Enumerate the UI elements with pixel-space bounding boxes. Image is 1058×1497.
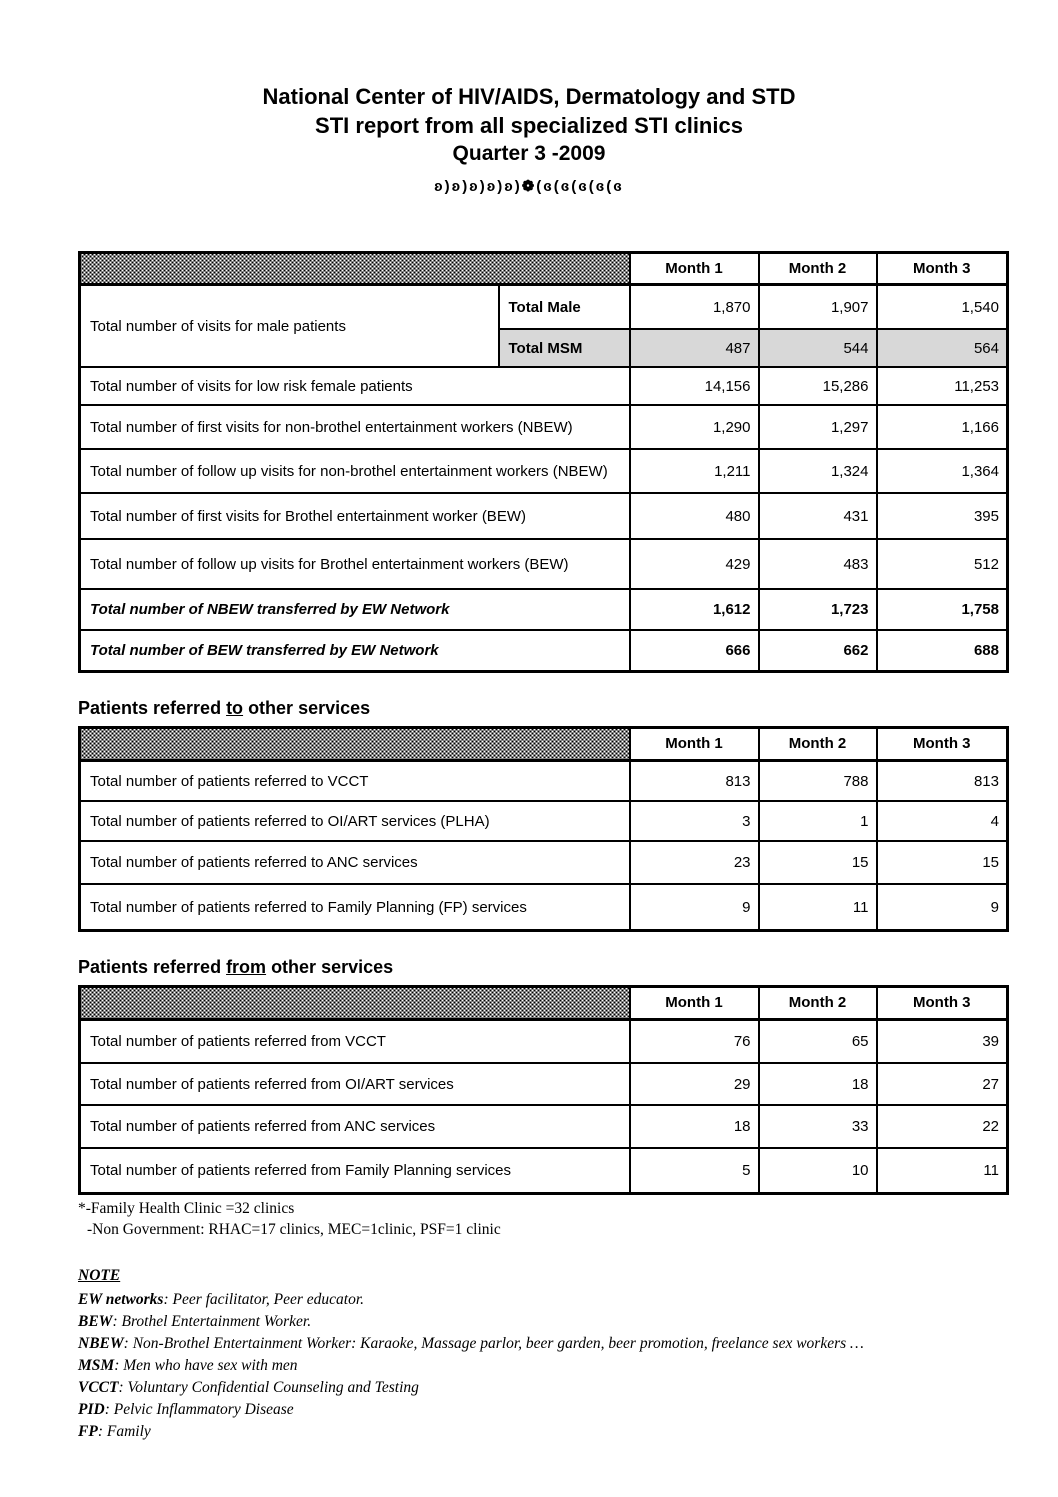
table-row <box>80 1105 1008 1148</box>
note-term: BEW <box>78 1312 113 1330</box>
cell-value: 3 <box>630 801 759 841</box>
report-header <box>0 0 1058 195</box>
cell-value: 813 <box>630 760 759 801</box>
row-label: Total number of patients referred from Family Planning services <box>80 1148 630 1193</box>
visits-table <box>78 251 1009 673</box>
row-label: Total number of BEW transferred by EW Network <box>80 630 630 671</box>
cell-value: 487 <box>630 329 759 367</box>
report-body <box>78 251 1006 1443</box>
cell-value: 813 <box>877 760 1008 801</box>
cell-value: 11 <box>759 884 877 930</box>
cell-value: 688 <box>877 630 1008 671</box>
note-term: MSM <box>78 1356 115 1374</box>
note-item <box>78 1399 1006 1421</box>
column-header-month-3: Month 3 <box>877 727 1008 760</box>
heading-text: other services <box>243 697 371 718</box>
table-row <box>80 760 1008 801</box>
cell-value: 1,166 <box>877 405 1008 449</box>
row-label: Total number of visits for male patients <box>80 284 499 367</box>
header-spacer-cell <box>80 727 630 760</box>
note-term: PID <box>78 1400 105 1418</box>
cell-value: 512 <box>877 539 1008 589</box>
note-item <box>78 1333 1006 1355</box>
cell-value: 18 <box>759 1063 877 1105</box>
cell-value: 10 <box>759 1148 877 1193</box>
cell-value: 23 <box>630 841 759 884</box>
cell-value: 33 <box>759 1105 877 1148</box>
column-header-month-1: Month 1 <box>630 727 759 760</box>
cell-value: 15 <box>759 841 877 884</box>
note-item <box>78 1355 1006 1377</box>
column-header-month-3: Month 3 <box>877 252 1008 284</box>
cell-value: 483 <box>759 539 877 589</box>
footnote-line: -Non Government: RHAC=17 clinics, MEC=1clinic, PSF=1 clinic <box>87 1220 501 1238</box>
section-heading-referred-from <box>78 957 1006 978</box>
cell-value: 788 <box>759 760 877 801</box>
heading-underlined-word: to <box>226 697 244 718</box>
table-row <box>80 884 1008 930</box>
note-item <box>78 1311 1006 1333</box>
cell-value: 27 <box>877 1063 1008 1105</box>
note-desc: : Brothel Entertainment Worker. <box>112 1312 312 1330</box>
note-term: NBEW <box>78 1334 124 1352</box>
table-total-row <box>80 630 1008 671</box>
referred-to-table <box>78 726 1009 932</box>
row-label: Total number of follow up visits for Brothel entertainment workers (BEW) <box>80 539 630 589</box>
row-label: Total number of patients referred to ANC services <box>80 841 630 884</box>
cell-value: 15 <box>877 841 1008 884</box>
row-label: Total number of patients referred to OI/ART services (PLHA) <box>80 801 630 841</box>
report-title-line2: STI report from all specialized STI clinics <box>315 113 743 139</box>
table-row <box>80 539 1008 589</box>
row-label: Total number of follow up visits for non-brothel entertainment workers (NBEW) <box>80 449 630 493</box>
note-desc: : Non-Brothel Entertainment Worker: Karaoke, Massage parlor, beer garden, beer promotion, freelance sex workers … <box>123 1334 864 1352</box>
note-item <box>78 1377 1006 1399</box>
decorative-ornament: ʚ)ʚ)ʚ)ʚ)ʚ)❁(ɞ(ɞ(ɞ(ɞ(ɞ <box>434 177 624 195</box>
cell-value: 480 <box>630 493 759 539</box>
cell-value: 544 <box>759 329 877 367</box>
table-header-row <box>80 727 1008 760</box>
row-label: Total number of NBEW transferred by EW Network <box>80 589 630 630</box>
cell-value: 1,324 <box>759 449 877 493</box>
cell-value: 1,870 <box>630 284 759 329</box>
table-row <box>80 449 1008 493</box>
cell-value: 395 <box>877 493 1008 539</box>
column-header-month-3: Month 3 <box>877 986 1008 1019</box>
cell-value: 11 <box>877 1148 1008 1193</box>
sub-row-label: Total MSM <box>499 329 630 367</box>
heading-text: other services <box>266 956 394 977</box>
row-label: Total number of patients referred to VCCT <box>80 760 630 801</box>
cell-value: 1,758 <box>877 589 1008 630</box>
footnote-line: *-Family Health Clinic =32 clinics <box>78 1199 295 1217</box>
row-label: Total number of first visits for non-brothel entertainment workers (NBEW) <box>80 405 630 449</box>
header-spacer-cell <box>80 252 630 284</box>
column-header-month-1: Month 1 <box>630 252 759 284</box>
table-total-row <box>80 589 1008 630</box>
row-label: Total number of first visits for Brothel entertainment worker (BEW) <box>80 493 630 539</box>
heading-text: Patients referred <box>78 697 227 718</box>
column-header-month-2: Month 2 <box>759 986 877 1019</box>
note-item <box>78 1289 1006 1311</box>
table-header-row <box>80 986 1008 1019</box>
cell-value: 431 <box>759 493 877 539</box>
note-desc: : Family <box>97 1422 151 1440</box>
column-header-month-1: Month 1 <box>630 986 759 1019</box>
cell-value: 9 <box>630 884 759 930</box>
cell-value: 1,723 <box>759 589 877 630</box>
row-label: Total number of patients referred to Family Planning (FP) services <box>80 884 630 930</box>
note-term: VCCT <box>78 1378 119 1396</box>
cell-value: 22 <box>877 1105 1008 1148</box>
table-row <box>80 367 1008 405</box>
cell-value: 1 <box>759 801 877 841</box>
cell-value: 1,297 <box>759 405 877 449</box>
cell-value: 564 <box>877 329 1008 367</box>
cell-value: 11,253 <box>877 367 1008 405</box>
cell-value: 1,612 <box>630 589 759 630</box>
sub-row-label: Total Male <box>499 284 630 329</box>
cell-value: 1,364 <box>877 449 1008 493</box>
note-heading: NOTE <box>78 1266 121 1284</box>
cell-value: 39 <box>877 1019 1008 1063</box>
row-label: Total number of patients referred from VCCT <box>80 1019 630 1063</box>
note-desc: : Voluntary Confidential Counseling and Testing <box>118 1378 419 1396</box>
heading-text: Patients referred <box>78 956 227 977</box>
table-row <box>80 1063 1008 1105</box>
report-title-line3: Quarter 3 -2009 <box>452 142 606 166</box>
note-term: EW networks <box>78 1290 164 1308</box>
cell-value: 666 <box>630 630 759 671</box>
cell-value: 1,211 <box>630 449 759 493</box>
note-desc: : Men who have sex with men <box>114 1356 298 1374</box>
note-block <box>78 1265 1006 1443</box>
report-title-line1: National Center of HIV/AIDS, Dermatology and STD <box>262 84 796 109</box>
referred-from-table <box>78 985 1009 1195</box>
table-row <box>80 841 1008 884</box>
note-desc: : Peer facilitator, Peer educator. <box>163 1290 365 1308</box>
column-header-month-2: Month 2 <box>759 727 877 760</box>
cell-value: 5 <box>630 1148 759 1193</box>
cell-value: 4 <box>877 801 1008 841</box>
table-row <box>80 493 1008 539</box>
row-label: Total number of patients referred from ANC services <box>80 1105 630 1148</box>
note-item <box>78 1421 1006 1443</box>
table-row <box>80 1148 1008 1193</box>
cell-value: 15,286 <box>759 367 877 405</box>
cell-value: 65 <box>759 1019 877 1063</box>
cell-value: 662 <box>759 630 877 671</box>
table-row <box>80 801 1008 841</box>
note-term: FP <box>78 1422 98 1440</box>
cell-value: 76 <box>630 1019 759 1063</box>
cell-value: 18 <box>630 1105 759 1148</box>
cell-value: 1,907 <box>759 284 877 329</box>
row-label: Total number of visits for low risk female patients <box>80 367 630 405</box>
heading-underlined-word: from <box>226 956 267 977</box>
table-row <box>80 1019 1008 1063</box>
cell-value: 29 <box>630 1063 759 1105</box>
note-desc: : Pelvic Inflammatory Disease <box>104 1400 294 1418</box>
cell-value: 14,156 <box>630 367 759 405</box>
table-header-row <box>80 252 1008 284</box>
section-heading-referred-to <box>78 698 1006 719</box>
cell-value: 1,540 <box>877 284 1008 329</box>
footnotes <box>78 1199 1006 1241</box>
column-header-month-2: Month 2 <box>759 252 877 284</box>
table-row <box>80 284 1008 329</box>
row-label: Total number of patients referred from OI/ART services <box>80 1063 630 1105</box>
cell-value: 429 <box>630 539 759 589</box>
header-spacer-cell <box>80 986 630 1019</box>
cell-value: 9 <box>877 884 1008 930</box>
table-row <box>80 405 1008 449</box>
cell-value: 1,290 <box>630 405 759 449</box>
